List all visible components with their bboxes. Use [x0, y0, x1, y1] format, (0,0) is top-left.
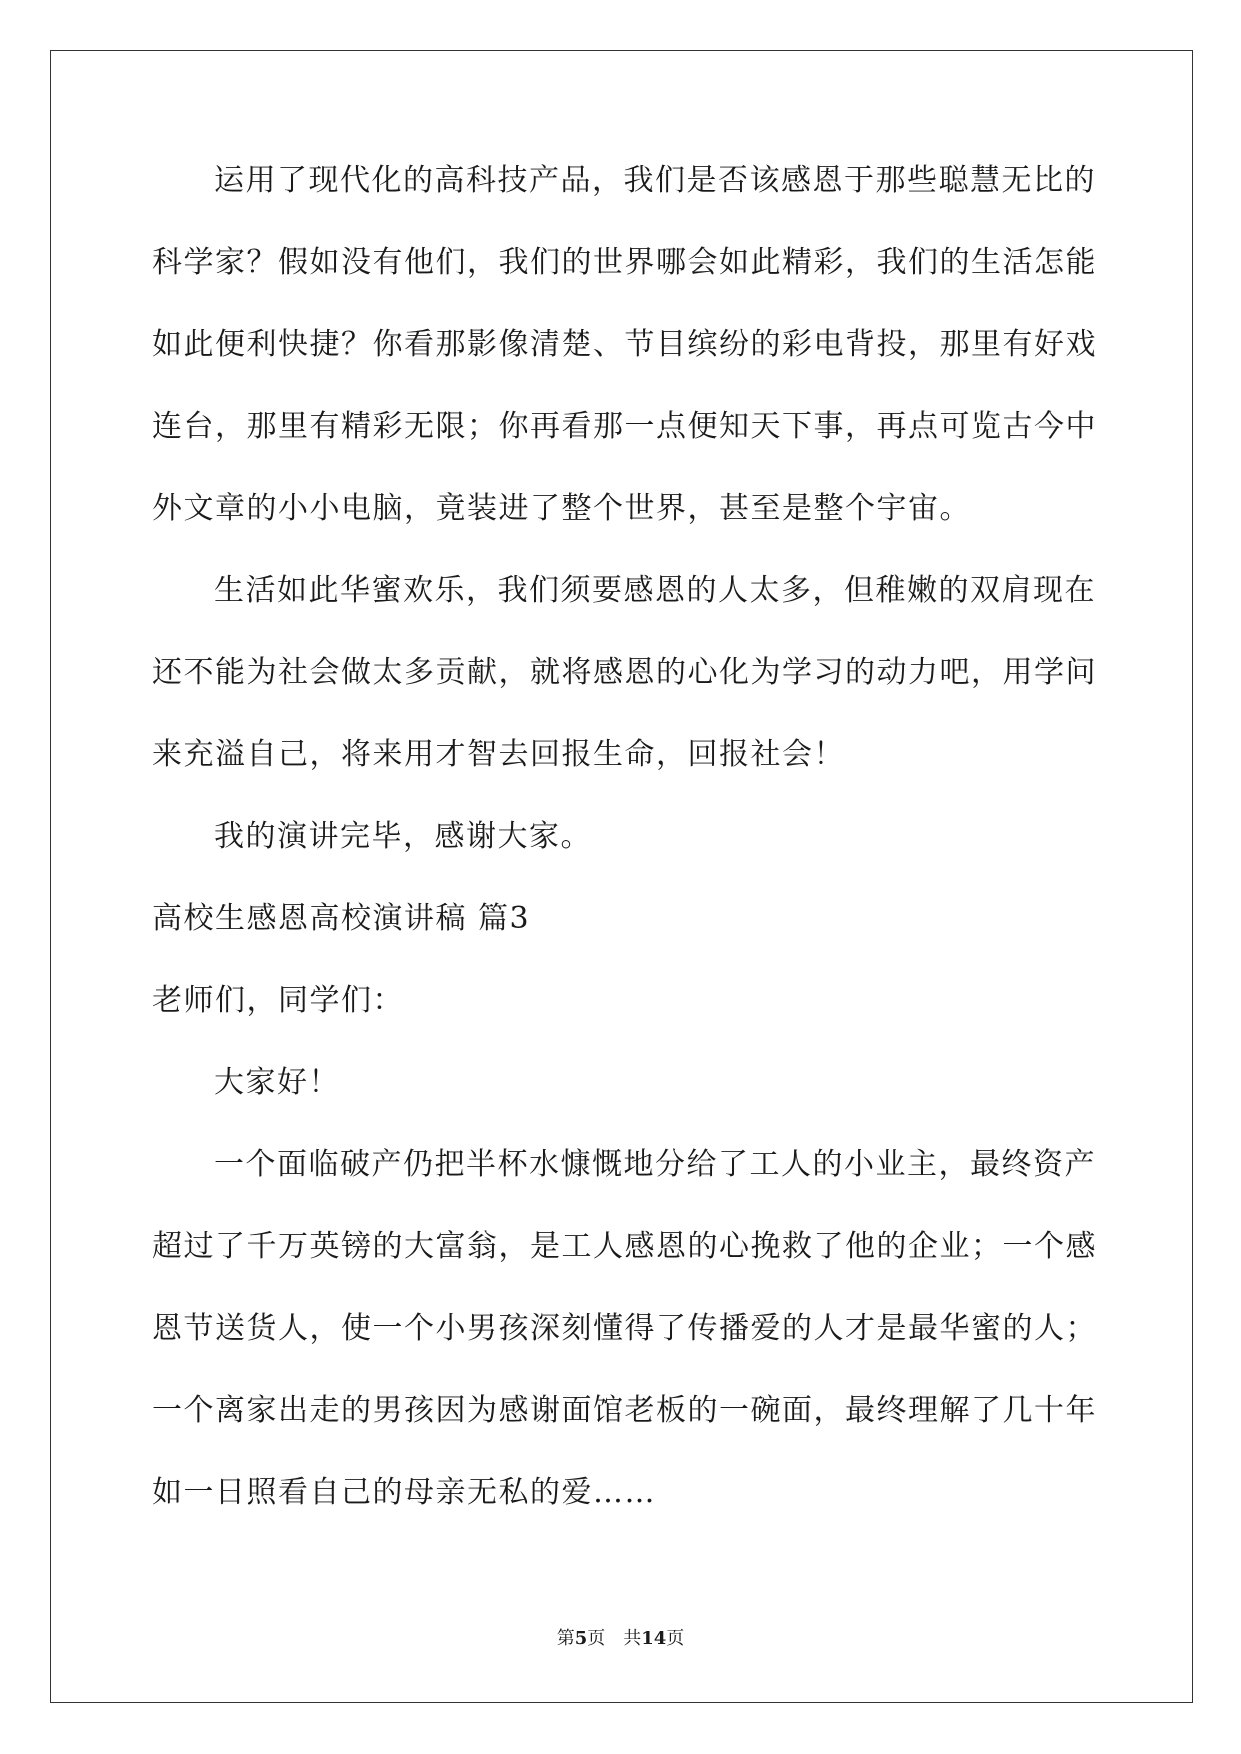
- paragraph-modern-technology: [152, 160, 1097, 570]
- text-line: 科学家？假如没有他们，我们的世界哪会如此精彩，我们的生活怎能: [152, 245, 1097, 280]
- text-line: 外文章的小小电脑，竟装进了整个世界，甚至是整个宇宙。: [152, 491, 971, 526]
- text-line: 来充溢自己，将来用才智去回报生命，回报社会！: [152, 737, 845, 772]
- page-footer: [0, 1627, 1241, 1651]
- heading-text: 高校生感恩高校演讲稿 篇3: [152, 901, 531, 936]
- page-suffix: 页: [587, 1628, 606, 1649]
- text-line: 还不能为社会做太多贡献，就将感恩的心化为学习的动力吧，用学问: [152, 655, 1097, 690]
- greeting: [152, 1062, 1092, 1144]
- text-line: 我的演讲完毕，感谢大家。: [214, 819, 592, 854]
- text-line: 恩节送货人，使一个小男孩深刻懂得了传播爱的人才是最华蜜的人；: [152, 1311, 1097, 1346]
- text-line: 生活如此华蜜欢乐，我们须要感恩的人太多，但稚嫩的双肩现在: [214, 573, 1096, 608]
- total-suffix: 页: [666, 1628, 685, 1649]
- page-prefix: 第: [556, 1628, 575, 1649]
- paragraph-gratitude-stories: [152, 1144, 1097, 1554]
- text-line: 大家好！: [214, 1065, 340, 1100]
- page-number: 5: [574, 1628, 588, 1649]
- text-line: 一个离家出走的男孩因为感谢面馆老板的一碗面，最终理解了几十年: [152, 1393, 1097, 1428]
- text-line: 如此便利快捷？你看那影像清楚、节目缤纷的彩电背投，那里有好戏: [152, 327, 1097, 362]
- text-line: 如一日照看自己的母亲无私的爱……: [152, 1475, 656, 1510]
- paragraph-closing: [152, 816, 1092, 898]
- text-line: 连台，那里有精彩无限；你再看那一点便知天下事，再点可览古今中: [152, 409, 1097, 444]
- text-line: 一个面临破产仍把半杯水慷慨地分给了工人的小业主，最终资产: [214, 1147, 1096, 1182]
- total-prefix: 共: [623, 1628, 642, 1649]
- salutation: [152, 980, 1092, 1062]
- text-line: 超过了千万英镑的大富翁，是工人感恩的心挽救了他的企业；一个感: [152, 1229, 1097, 1264]
- text-line: 运用了现代化的高科技产品，我们是否该感恩于那些聪慧无比的: [214, 163, 1096, 198]
- text-line: 老师们，同学们：: [152, 983, 404, 1018]
- total-pages: 14: [641, 1628, 667, 1649]
- document-body: [152, 160, 1097, 1554]
- paragraph-gratitude-motivation: [152, 570, 1097, 816]
- section-heading: [152, 898, 1092, 980]
